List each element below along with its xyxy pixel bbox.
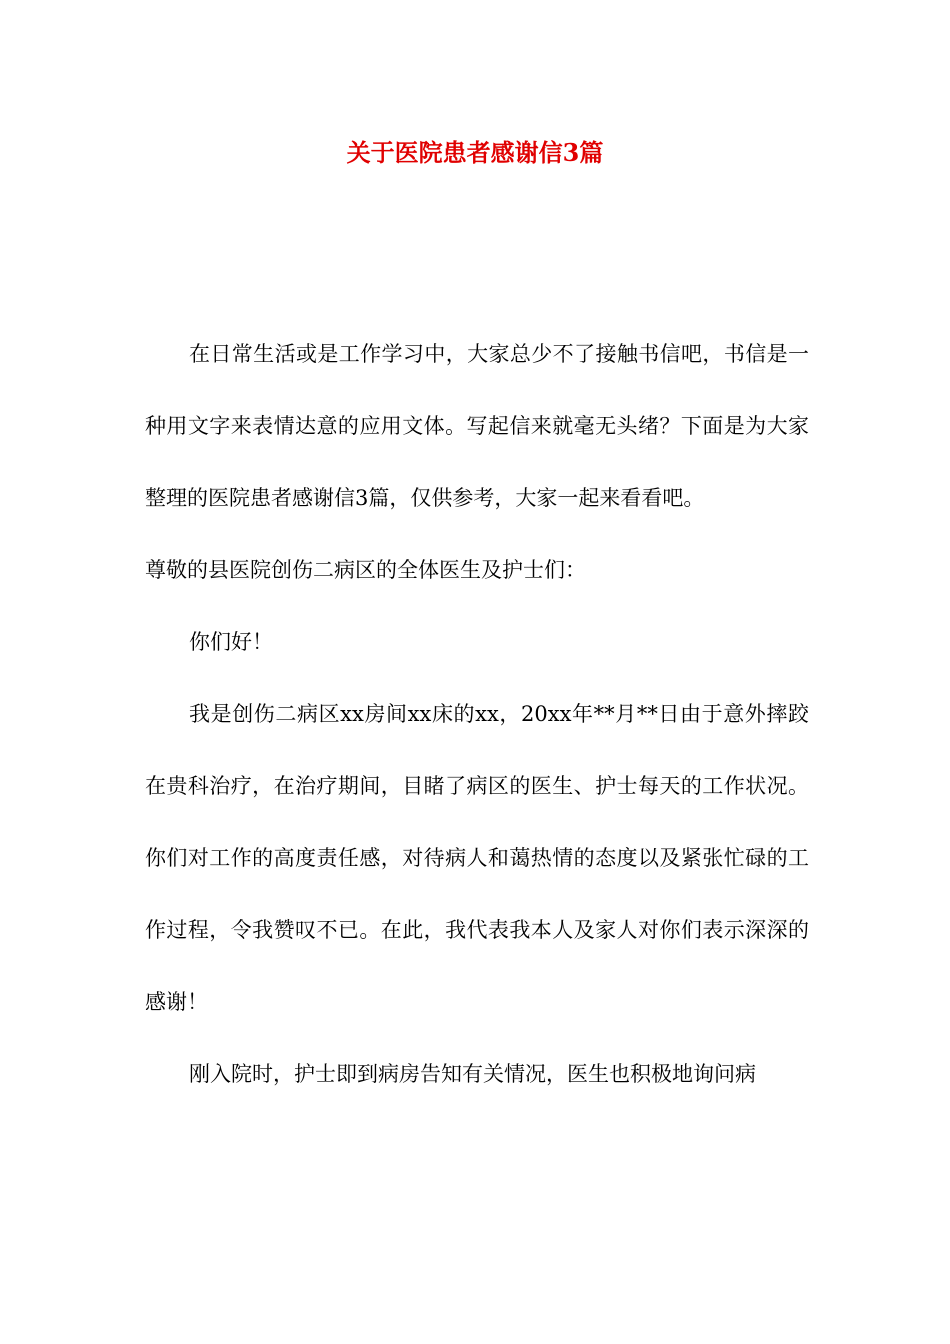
greeting: 你们好！ — [189, 630, 273, 654]
salutation: 尊敬的县医院创伤二病区的全体医生及护士们： — [145, 558, 586, 582]
document-title: 关于医院患者感谢信3篇 — [346, 138, 604, 167]
body-paragraph: 我是创伤二病区xx房间xx床的xx，20xx年**月**日由于意外摔跤在贵科治疗，在治疗期间，目睹了病区的医生、护士每天的工作状况。你们对工作的高度责任感，对待病人和蔼热情的态度以及紧张忙碌的工作过程，令我赞叹不已。在此，我代表我本人及家人对你们表示深深的感谢！ — [145, 702, 809, 1014]
document-body — [145, 318, 809, 1110]
body-paragraph: 刚入院时，护士即到病房告知有关情况，医生也积极地询问病 — [189, 1062, 756, 1086]
intro-paragraph: 在日常生活或是工作学习中，大家总少不了接触书信吧，书信是一种用文字来表情达意的应用文体。写起信来就毫无头绪？下面是为大家整理的医院患者感谢信3篇，仅供参考，大家一起来看看吧。 — [145, 342, 809, 510]
